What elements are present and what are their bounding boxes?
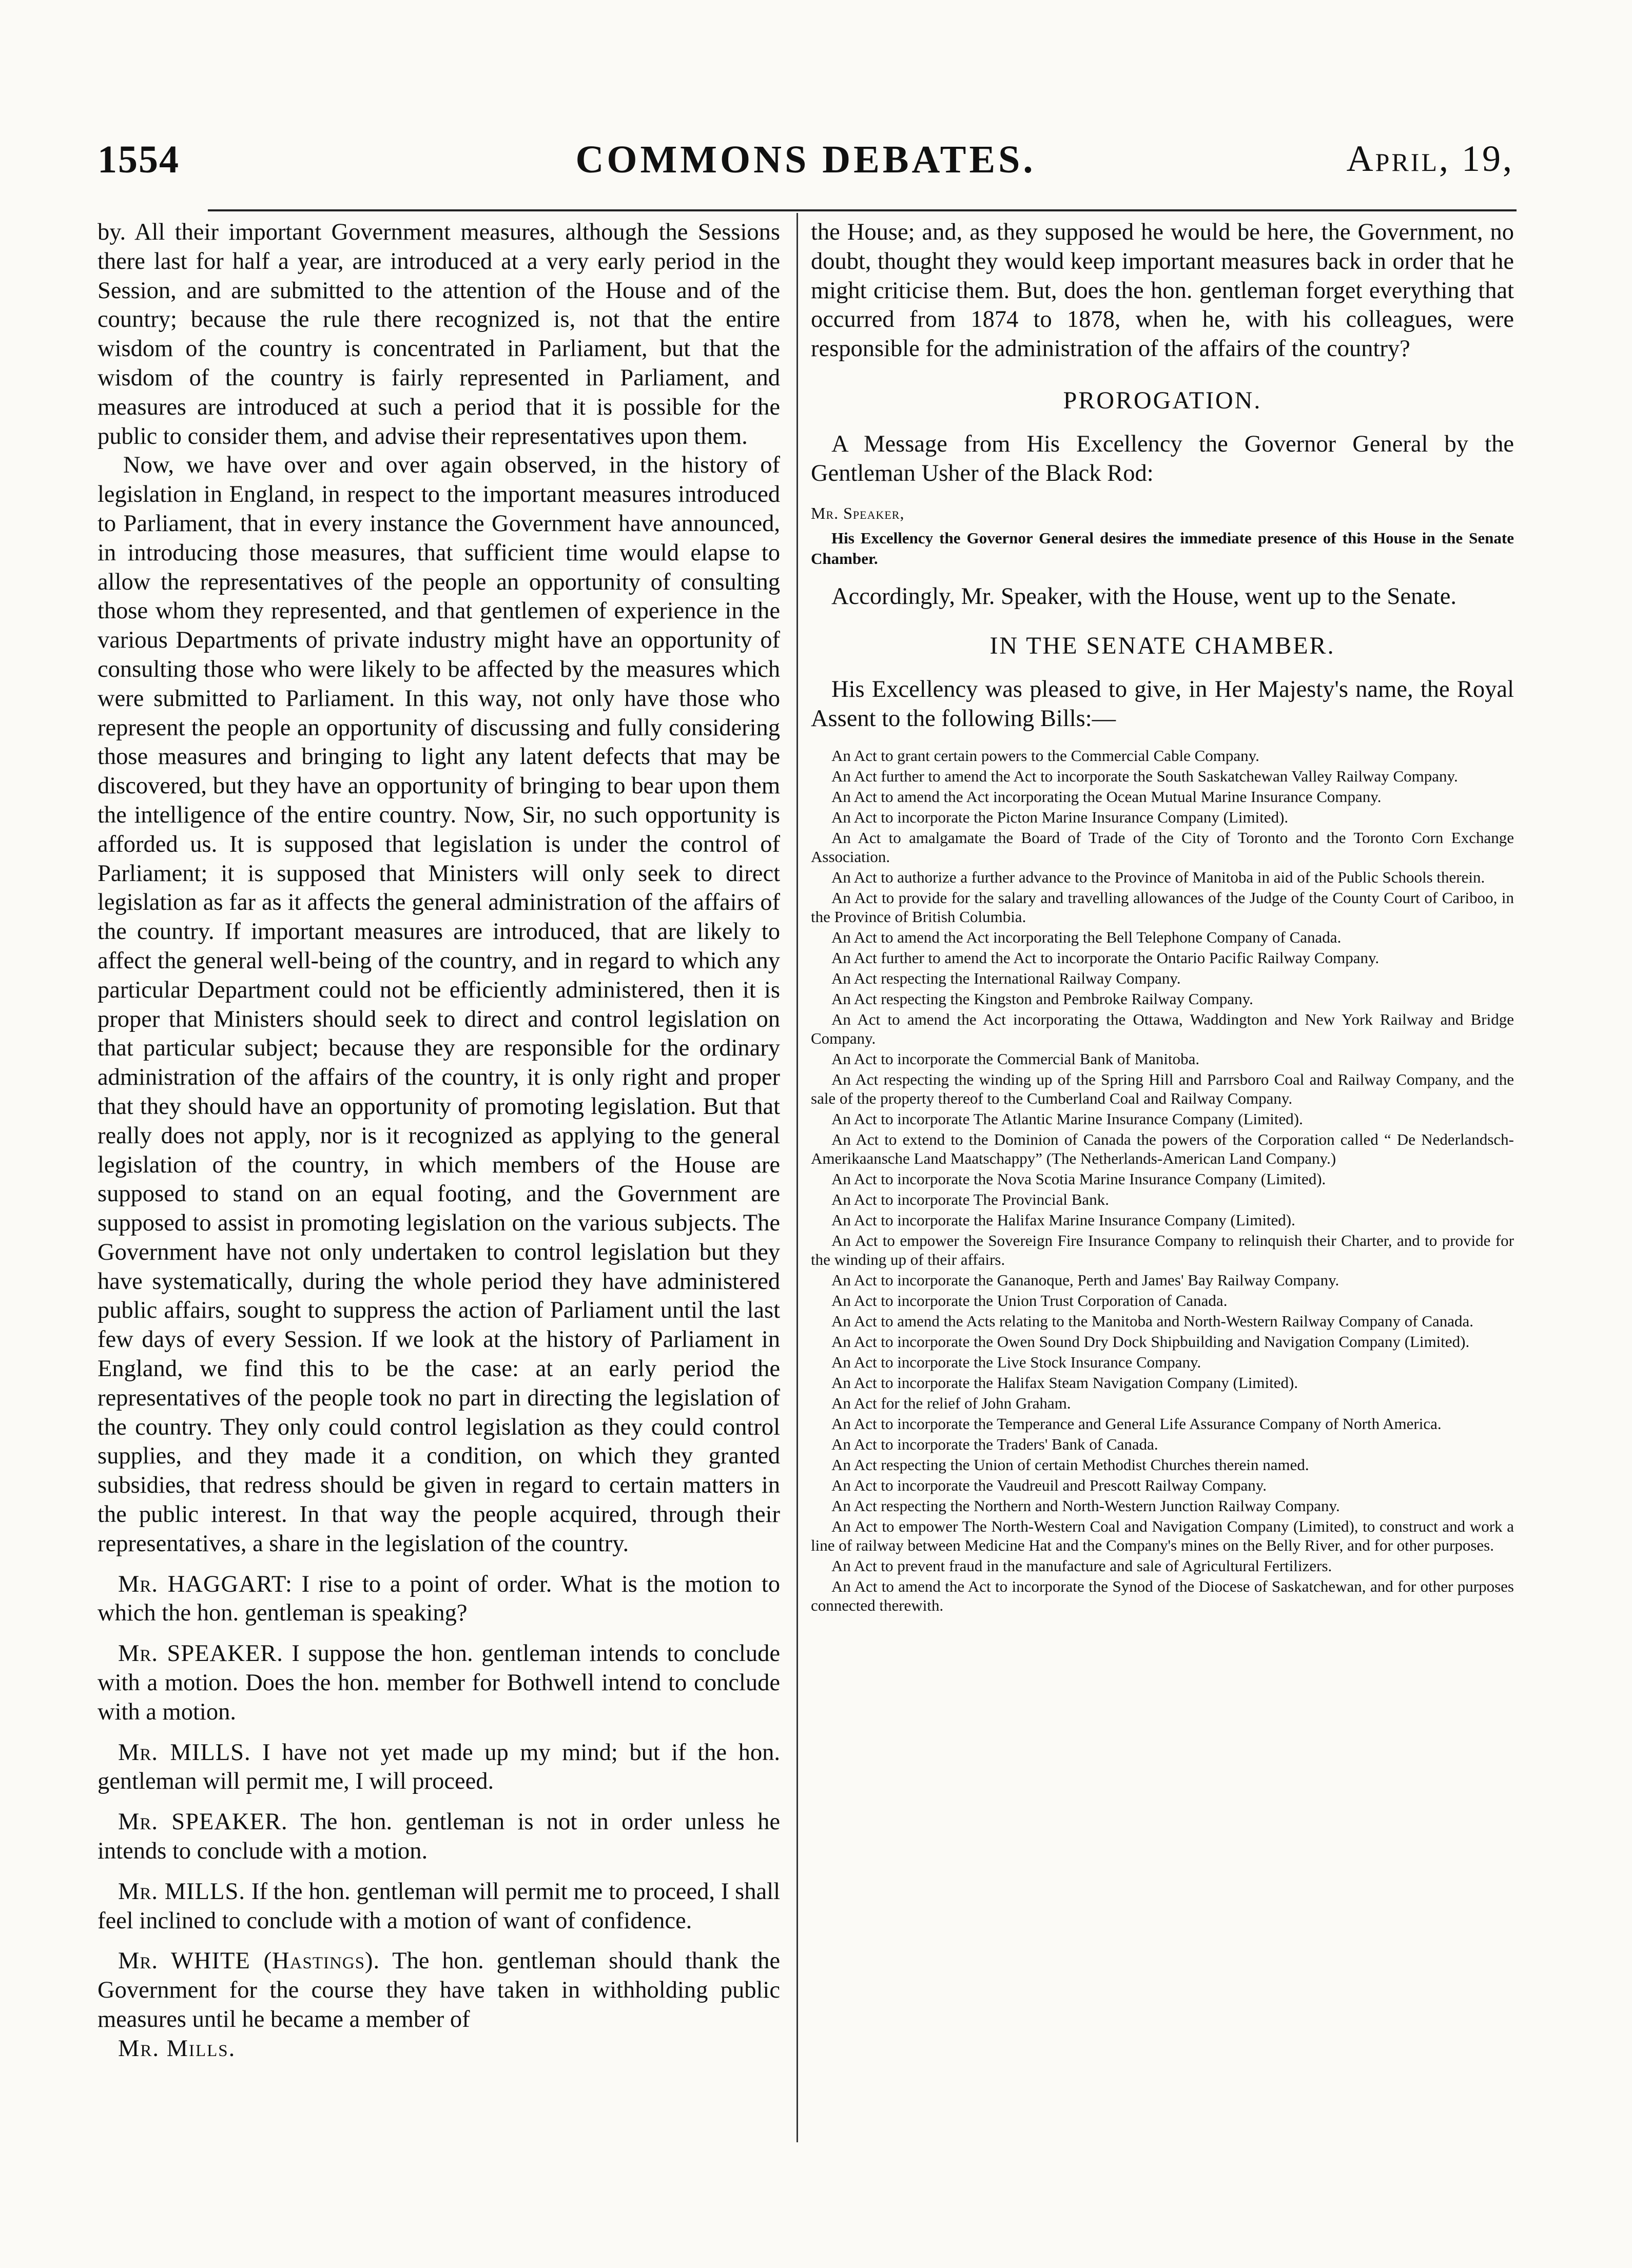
act-item: An Act respecting the Union of certain Methodist Churches therein named.	[831, 1455, 1309, 1474]
column-footnote: Mr. Mills.	[118, 2035, 236, 2062]
act-item: An Act to incorporate the Owen Sound Dry Dock Shipbuilding and Navigation Company (Limited).	[831, 1332, 1470, 1351]
act-item: An Act to incorporate The Provincial Bank.	[831, 1190, 1109, 1208]
act-item: An Act to incorporate the Traders' Bank of Canada.	[831, 1435, 1158, 1453]
page-number: 1554	[98, 138, 180, 181]
act-item: An Act to incorporate the Temperance and General Life Assurance Company of North America.	[831, 1414, 1442, 1433]
act-item: An Act to extend to the Dominion of Canada the powers of the Corporation called “ De Nederlandsch-Amerikaansche Land Maatschappy” (The Netherlands-American Land Company.)	[811, 1130, 1514, 1167]
senate-chamber-heading: IN THE SENATE CHAMBER.	[989, 632, 1335, 660]
left-column	[98, 218, 780, 2064]
act-item: An Act to amend the Act incorporating the Ocean Mutual Marine Insurance Company.	[831, 787, 1382, 806]
act-item: An Act to incorporate the Live Stock Insurance Company.	[831, 1353, 1201, 1371]
act-item: An Act to authorize a further advance to the Province of Manitoba in aid of the Public Schools therein.	[831, 868, 1485, 886]
act-item: An Act further to amend the Act to incorporate the South Saskatchewan Valley Railway Company.	[831, 767, 1458, 785]
speech	[98, 1570, 780, 1629]
speaker-name: Mr. MILLS.	[118, 1878, 245, 1905]
acts-list	[811, 746, 1514, 1615]
speech	[98, 1878, 780, 1936]
act-item: An Act respecting the International Railway Company.	[831, 969, 1181, 987]
paragraph: by. All their important Government measures, although the Sessions there last for half a year, are introduced at a very early period in the Session, and are submitted to the attention of the House and of the country; because the rule there recognized is, not that the entire wisdom of the country is concentrated in Parliament, but that the wisdom of the country is fairly represented in Parliament, and measures are introduced at such a period that it is possible for the public to consider them, and advise their representatives upon them.	[98, 219, 780, 449]
paragraph: the House; and, as they supposed he would be here, the Government, no doubt, thought they would keep important measures back in order that he might criticise them. But, does the hon. gentleman forget everything that occurred from 1874 to 1878, when he, with his colleagues, were responsible for the administration of the affairs of the country?	[811, 219, 1514, 362]
right-column	[811, 218, 1514, 1616]
speaker-name: Mr. SPEAKER.	[118, 1809, 288, 1835]
speech-text: The hon. gentleman is not in order unless he intends to conclude with a motion.	[98, 1809, 780, 1865]
act-item: An Act further to amend the Act to incorporate the Ontario Pacific Railway Company.	[831, 948, 1380, 967]
speech-text: If the hon. gentleman will permit me to proceed, I shall feel inclined to conclude with a motion of want of confidence.	[98, 1878, 781, 1934]
page-header	[98, 138, 1514, 189]
speech-text: The hon. gentleman should thank the Government for the course they have taken in withholding public measures until he became a member of	[98, 1948, 780, 2033]
act-item: An Act to incorporate the Halifax Steam Navigation Company (Limited).	[831, 1373, 1298, 1392]
prorogation-heading: PROROGATION.	[1063, 386, 1262, 414]
act-item: An Act to empower The North-Western Coal and Navigation Company (Limited), to construct and work a line of railway between Medicine Hat and the Company's mines on the Belly River, and for other purposes.	[811, 1517, 1514, 1554]
header-rule	[208, 209, 1517, 211]
act-item: An Act respecting the Kingston and Pembroke Railway Company.	[831, 989, 1253, 1008]
act-item: An Act to amend the Acts relating to the Manitoba and North-Western Railway Company of Canada.	[831, 1312, 1473, 1330]
paragraph: Now, we have over and over again observed, in the history of legislation in England, in respect to the important measures introduced to Parliament, that in every instance the Government have announced, in introducing those measures, that sufficient time would elapse to allow the representatives of the people an opportunity of consulting those whom they represented, and that gentlemen of experience in the various Departments of private industry might have an opportunity of consulting those who were likely to be affected by the measures which were submitted to Parliament. In this way, not only have those who represent the people an opportunity of discussing and fully considering those measures and bringing to light any latent defects that may be discovered, but they have an opportunity of bringing to bear upon them the intelligence of the entire country. Now, Sir, no such opportunity is afforded us. It is supposed that legislation is under the control of Parliament; it is supposed that Ministers will only seek to direct legislation as far as it affects the general administration of the affairs of the country. If important measures are introduced, that are likely to affect the general well-being of the country, and in regard to which any particular Department could not be efficiently administered, then it is proper that Ministers should seek to direct and control legislation on that particular subject; because they are responsible for the ordinary administration of the affairs of the country, it is only right and proper that they should have an opportunity of promoting legislation. But that really does not apply, nor is it recognized as applying to the general legislation of the country, in which members of the House are supposed to stand on an equal footing, and the Government are supposed to assist in promoting legislation on the various subjects. The Government have not only undertaken to control legislation but they have systematically, during the whole period they have administered public affairs, sought to suppress the action of Parliament until the last few days of every Session. If we look at the history of Parliament in England, we find this to be the case: at an early period the representatives of the people took no part in directing the legislation of the country. They only could control legislation as they could control supplies, and they made it a condition, on which they granted subsidies, that redress should be given in regard to certain matters in the public interest. In that way the people acquired, through their representatives, a share in the legislation of the country.	[98, 452, 780, 1557]
act-item: An Act to incorporate the Union Trust Corporation of Canada.	[831, 1291, 1228, 1309]
act-item: An Act to incorporate the Vaudreuil and Prescott Railway Company.	[831, 1476, 1267, 1494]
message-text: His Excellency the Governor General desires the immediate presence of this House in the Senate Chamber.	[811, 529, 1514, 568]
act-item: An Act respecting the Northern and North-Western Junction Railway Company.	[831, 1496, 1340, 1515]
column-divider	[796, 213, 798, 2142]
act-item: An Act to grant certain powers to the Commercial Cable Company.	[831, 746, 1259, 765]
speech-text: I have not yet made up my mind; but if the hon. gentleman will permit me, I will proceed.	[98, 1739, 781, 1795]
assent-intro: His Excellency was pleased to give, in Her Majesty's name, the Royal Assent to the following Bills:—	[811, 676, 1514, 732]
speech-text: I rise to a point of order. What is the motion to which the hon. gentleman is speaking?	[98, 1571, 781, 1627]
act-item: An Act to incorporate the Commercial Bank of Manitoba.	[831, 1049, 1200, 1068]
act-item: An Act for the relief of John Graham.	[831, 1394, 1071, 1412]
act-item: An Act to provide for the salary and travelling allowances of the Judge of the County Court of Cariboo, in the Province of British Columbia.	[811, 888, 1514, 926]
page-date: April, 19,	[1346, 138, 1514, 179]
speaker-name: Mr. MILLS.	[118, 1739, 251, 1766]
speech	[98, 1738, 780, 1797]
act-item: An Act to incorporate the Gananoque, Perth and James' Bay Railway Company.	[831, 1270, 1339, 1289]
speaker-name: Mr. WHITE (Hastings).	[118, 1948, 380, 1974]
message-addressee: Mr. Speaker,	[811, 503, 905, 522]
act-item: An Act to incorporate the Picton Marine Insurance Company (Limited).	[831, 808, 1289, 826]
act-item: An Act to amalgamate the Board of Trade of the City of Toronto and the Toronto Corn Exchange Association.	[811, 828, 1514, 866]
act-item: An Act to incorporate The Atlantic Marine Insurance Company (Limited).	[831, 1109, 1303, 1128]
act-item: An Act to prevent fraud in the manufacture and sale of Agricultural Fertilizers.	[831, 1556, 1332, 1575]
speech-text: I suppose the hon. gentleman intends to conclude with a motion. Does the hon. member for Bothwell intend to conclude with a motion.	[98, 1640, 780, 1725]
paragraph: Accordingly, Mr. Speaker, with the House, went up to the Senate.	[831, 583, 1457, 610]
act-item: An Act to empower the Sovereign Fire Insurance Company to relinquish their Charter, and to provide for the winding up of their affairs.	[811, 1231, 1514, 1268]
speaker-name: Mr. SPEAKER.	[118, 1640, 283, 1667]
act-item: An Act to incorporate the Nova Scotia Marine Insurance Company (Limited).	[831, 1169, 1326, 1188]
speech	[98, 1639, 780, 1727]
act-item: An Act to amend the Act incorporating the Bell Telephone Company of Canada.	[831, 928, 1342, 946]
speech	[98, 1808, 780, 1866]
act-item: An Act respecting the winding up of the Spring Hill and Parrsboro Coal and Railway Company, and the sale of the property thereof to the Cumberland Coal and Railway Company.	[811, 1070, 1514, 1107]
act-item: An Act to amend the Act to incorporate the Synod of the Diocese of Saskatchewan, and for other purposes connected therewith.	[811, 1577, 1514, 1614]
act-item: An Act to amend the Act incorporating the Ottawa, Waddington and New York Railway and Bridge Company.	[811, 1010, 1514, 1047]
act-item: An Act to incorporate the Halifax Marine Insurance Company (Limited).	[831, 1210, 1295, 1229]
speaker-name: Mr. HAGGART:	[118, 1571, 293, 1597]
message-intro: A Message from His Excellency the Governor General by the Gentleman Usher of the Black Rod:	[811, 431, 1514, 486]
page-title: COMMONS DEBATES.	[575, 138, 1036, 181]
speech	[98, 1947, 780, 2034]
